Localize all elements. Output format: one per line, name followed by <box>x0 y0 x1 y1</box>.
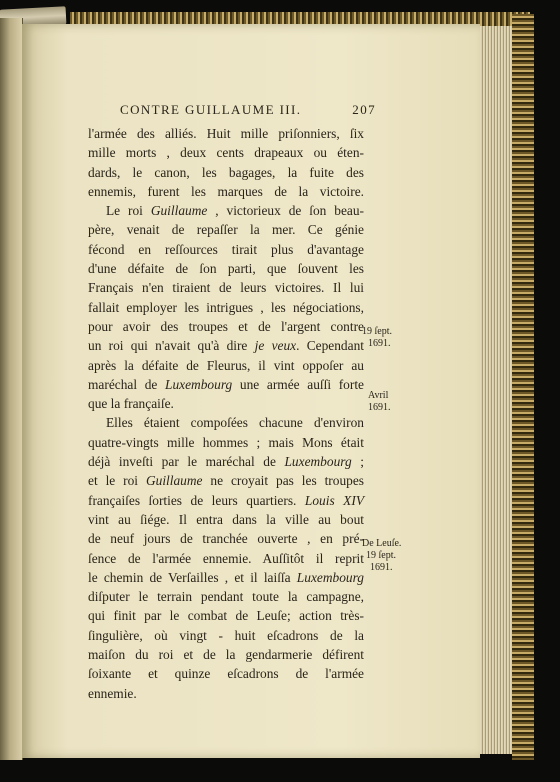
text-line: pour avoir des troupes et de l'argent contre <box>88 318 364 334</box>
margin-note <box>362 538 412 574</box>
text-line: ſoixante et quinze eſcadrons de l'armée <box>88 666 364 682</box>
text-line: ennemie. <box>88 685 137 701</box>
text-line: après la défaite de Fleurus, il vint oppoſer au <box>88 357 364 373</box>
text-line: le chemin de Verſailles , et il laiſſa Luxembourg <box>88 569 364 585</box>
margin-note-line: Avril <box>368 390 389 401</box>
text-line: déjà inveſti par le maréchal de Luxembourg ; <box>88 454 364 470</box>
text-line: fallait employer les intrigues , les négociations, <box>88 299 364 315</box>
text-line: maiſon du roi et de la gendarmerie défirent <box>88 647 364 663</box>
text-line: mille morts , deux cents drapeaux ou éten- <box>88 145 364 161</box>
text-line: dards, le canon, les bagages, la fuite des <box>88 164 364 180</box>
margin-note-line: 1691. <box>370 562 393 573</box>
margin-note <box>362 326 412 350</box>
text-line: ſingulière, où vingt - huit eſcadrons de la <box>88 627 364 643</box>
text-line: Français n'en tiraient de leurs victoires. Il lui <box>88 280 364 296</box>
text-line: diſputer le terrain pendant toute la campagne, <box>88 589 364 605</box>
gilded-cover-right <box>512 14 534 760</box>
text-line: Le roi Guillaume , victorieux de ſon beau- <box>106 203 364 219</box>
text-line: que la françaiſe. <box>88 396 174 412</box>
margin-note-line: De Leuſe. <box>362 538 402 549</box>
margin-note <box>362 390 412 414</box>
body-text <box>88 124 364 703</box>
text-line: d'une défaite de ſon parti, que ſouvent les <box>88 261 364 277</box>
text-line: françaiſes ſorties de leurs quartiers. Louis XIV <box>88 492 364 508</box>
text-line: qui finit par le combat de Leuſe; action très- <box>88 608 364 624</box>
margin-note-line: 1691. <box>368 338 391 349</box>
text-line: ennemis, furent les marques de la victoire. <box>88 183 364 199</box>
text-line: maréchal de Luxembourg une armée auſſi forte <box>88 376 364 392</box>
page-fore-edge <box>478 26 512 754</box>
scan-background <box>0 760 560 782</box>
margin-note-line: 1691. <box>368 402 391 413</box>
margin-note-line: 19 ſept. <box>362 326 392 337</box>
text-line: père, venait de repaſſer la mer. Ce génie <box>88 222 364 238</box>
text-line: Elles étaient compoſées chacune d'environ <box>106 415 364 431</box>
left-page-edge <box>0 18 23 760</box>
text-line: ſence de l'armée ennemie. Auſſitôt il reprit <box>88 550 364 566</box>
running-title: CONTRE GUILLAUME III. <box>120 102 302 117</box>
page-number: 207 <box>352 102 376 117</box>
text-line: et le roi Guillaume ne croyait pas les troupes <box>88 473 365 489</box>
text-line: de neuf jours de tranchée ouverte , en pré- <box>88 531 364 547</box>
text-line: un roi qui n'avait qu'à dire je veux. Cependant <box>88 338 364 354</box>
margin-note-line: 19 ſept. <box>366 550 396 561</box>
text-line: fécond en reſſources tirait plus d'avantage <box>88 241 364 257</box>
text-line: l'armée des alliés. Huit mille priſonniers, ſix <box>88 126 364 141</box>
text-line: quatre-vingts mille hommes ; mais Mons était <box>88 434 364 450</box>
running-header <box>120 102 376 118</box>
text-line: vint au ſiége. Il entra dans la ville au bout <box>88 511 364 527</box>
